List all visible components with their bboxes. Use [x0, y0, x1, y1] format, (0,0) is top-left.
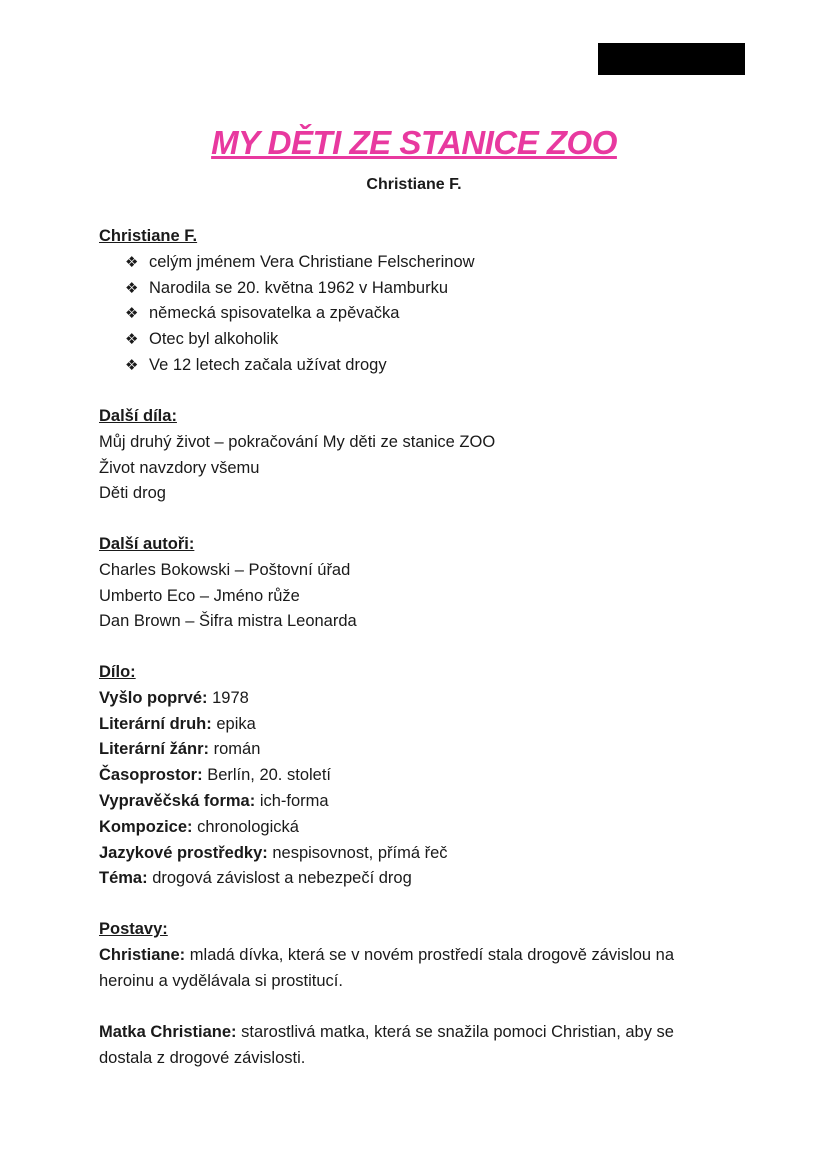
author-section [99, 224, 739, 379]
list-item: Dan Brown – Šifra mistra Leonarda [99, 612, 357, 631]
work-field: Kompozice: chronologická [99, 817, 299, 836]
other-works-section [99, 404, 739, 507]
paragraph-spacer [99, 994, 739, 1020]
document-subtitle: Christiane F. [366, 176, 462, 193]
character-name: Christiane: [99, 945, 186, 964]
list-item: Děti drog [99, 484, 166, 503]
list-item: Umberto Eco – Jméno růže [99, 586, 300, 605]
other-authors-section [99, 532, 739, 635]
list-item: Můj druhý život – pokračování My děti ze stanice ZOO [99, 432, 496, 451]
diamond-dots-icon: ❖ [125, 279, 139, 297]
character-entry: Christiane: mladá dívka, která se v novém prostředí stala drogově závislou na heroinu a vydělávala si prostitucí. [99, 945, 675, 990]
bullet-item: ❖ Narodila se 20. května 1962 v Hamburku [99, 276, 739, 302]
bullet-item: ❖ německá spisovatelka a zpěvačka [99, 301, 739, 327]
work-section [99, 660, 739, 892]
list-item: Charles Bokowski – Poštovní úřad [99, 560, 351, 579]
diamond-dots-icon: ❖ [125, 331, 139, 349]
document-title: MY DĚTI ZE STANICE ZOO [211, 124, 617, 161]
author-heading: Christiane F. [99, 227, 198, 245]
bullet-item: ❖ Ve 12 letech začala užívat drogy [99, 353, 739, 379]
work-field: Literární žánr: román [99, 740, 261, 759]
other-authors-heading: Další autoři: [99, 535, 195, 553]
work-field: Literární druh: epika [99, 714, 256, 733]
work-field: Vypravěčská forma: ich-forma [99, 791, 329, 810]
other-works-heading: Další díla: [99, 407, 177, 425]
bullet-item: ❖ celým jménem Vera Christiane Felscherinow [99, 250, 739, 276]
character-entry: Matka Christiane: starostlivá matka, která se snažila pomoci Christian, aby se dostala z drogové závislosti. [99, 1023, 674, 1067]
character-name: Matka Christiane: [99, 1023, 237, 1042]
work-field: Téma: drogová závislost a nebezpečí drog [99, 869, 412, 888]
diamond-dots-icon: ❖ [125, 253, 139, 271]
diamond-dots-icon: ❖ [125, 356, 139, 374]
characters-heading: Postavy: [99, 920, 168, 938]
redaction-box [598, 43, 745, 75]
list-item: Život navzdory všemu [99, 458, 260, 477]
work-field: Jazykové prostředky: nespisovnost, přímá řeč [99, 843, 448, 862]
work-field: Vyšlo poprvé: 1978 [99, 688, 249, 707]
bullet-item: ❖ Otec byl alkoholik [99, 327, 739, 353]
diamond-dots-icon: ❖ [125, 305, 139, 323]
work-field: Časoprostor: Berlín, 20. století [99, 766, 332, 785]
work-heading: Dílo: [99, 663, 136, 681]
characters-section [99, 917, 739, 1072]
